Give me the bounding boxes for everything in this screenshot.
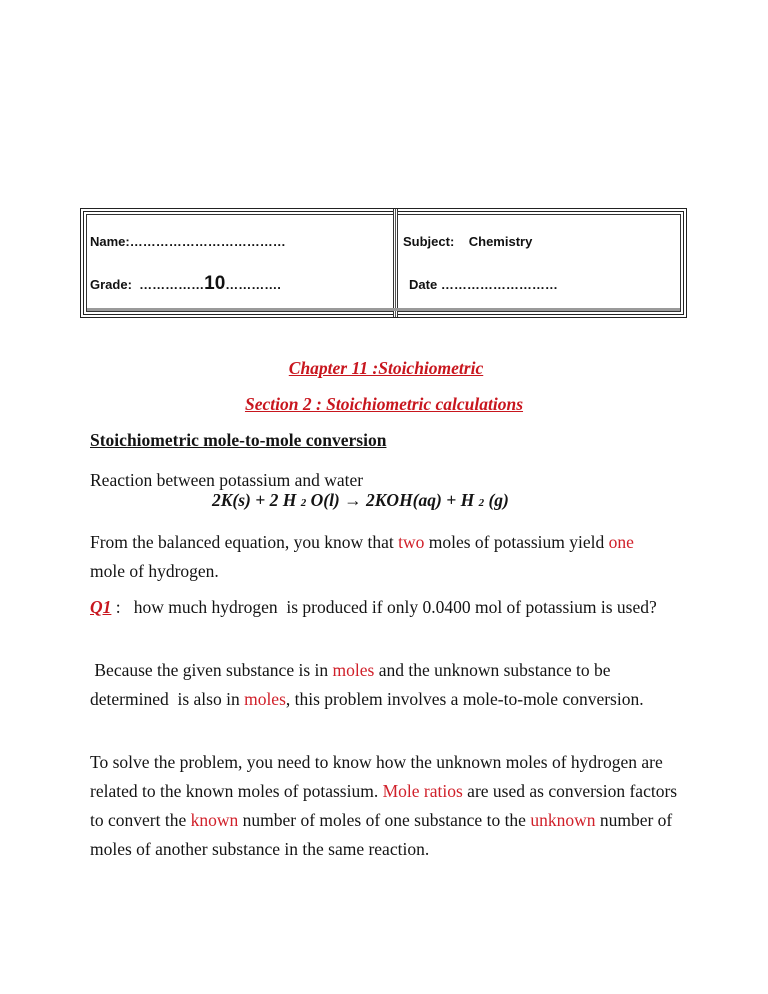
highlight-two: two (398, 532, 425, 552)
text: Because the given substance is in (90, 660, 333, 680)
subject-label: Subject: (403, 234, 455, 249)
section-title: Section 2 : Stoichiometric calculations (244, 394, 524, 414)
question-q1 (90, 593, 690, 622)
highlight-unknown: unknown (530, 810, 596, 830)
grade-dots-before: …………… (139, 277, 205, 292)
date-field (409, 277, 558, 292)
text: are used as conversion factors to convert the (90, 781, 678, 830)
equation-subscript: 2 (300, 497, 307, 509)
text: moles of potassium yield (424, 532, 609, 552)
date-dots: ……………………… (440, 277, 558, 292)
highlight-mole-ratios: Mole ratios (382, 781, 463, 801)
highlight-moles: moles (332, 660, 375, 680)
subject-value: Chemistry (468, 234, 533, 249)
question-text: : how much hydrogen is produced if only 0.0400 mol of potassium is used? (111, 597, 657, 617)
text: number of moles of one substance to the (238, 810, 531, 830)
text: mole of hydrogen. (90, 561, 219, 581)
name-dots: ……………………………… (129, 234, 286, 249)
reaction-intro: Reaction between potassium and water (90, 470, 364, 490)
grade-value: 10 (204, 273, 226, 294)
chemical-equation (212, 490, 509, 511)
text: To solve the problem, you need to know how the unknown moles of hydrogen are related to the known moles of potassium. (90, 752, 663, 801)
highlight-known: known (190, 810, 239, 830)
grade-dots-after: …………. (225, 277, 281, 292)
subheading: Stoichiometric mole-to-mole conversion (90, 430, 387, 450)
table-divider (393, 209, 399, 317)
grade-label: Grade: (90, 277, 132, 292)
equation-part: (g) (484, 490, 509, 510)
text: number of moles of another substance in the same reaction. (90, 810, 673, 859)
equation-part: 2K(s) + 2 H (212, 490, 301, 510)
name-field (90, 234, 286, 249)
subject-field (403, 234, 532, 249)
chapter-title: Chapter 11 :Stoichiometric (288, 358, 484, 378)
paragraph-mole-ratios (90, 748, 686, 864)
equation-subscript: 2 (478, 497, 485, 509)
table-bottom-shade (87, 308, 680, 311)
highlight-one: one (608, 532, 634, 552)
equation-part: O(l) → 2KOH(aq) + H (306, 490, 479, 510)
student-info-table (80, 208, 687, 318)
date-label: Date (409, 277, 438, 292)
text: and the unknown substance to be determined is also in (90, 660, 615, 709)
name-label: Name: (90, 234, 130, 249)
grade-field (90, 273, 281, 295)
question-label: Q1 (90, 597, 112, 617)
highlight-moles: moles (244, 689, 286, 709)
paragraph-balanced-equation (90, 528, 650, 586)
paragraph-moles (90, 656, 682, 714)
text: , this problem involves a mole-to-mole conversion. (285, 689, 644, 709)
text: From the balanced equation, you know that (90, 532, 399, 552)
